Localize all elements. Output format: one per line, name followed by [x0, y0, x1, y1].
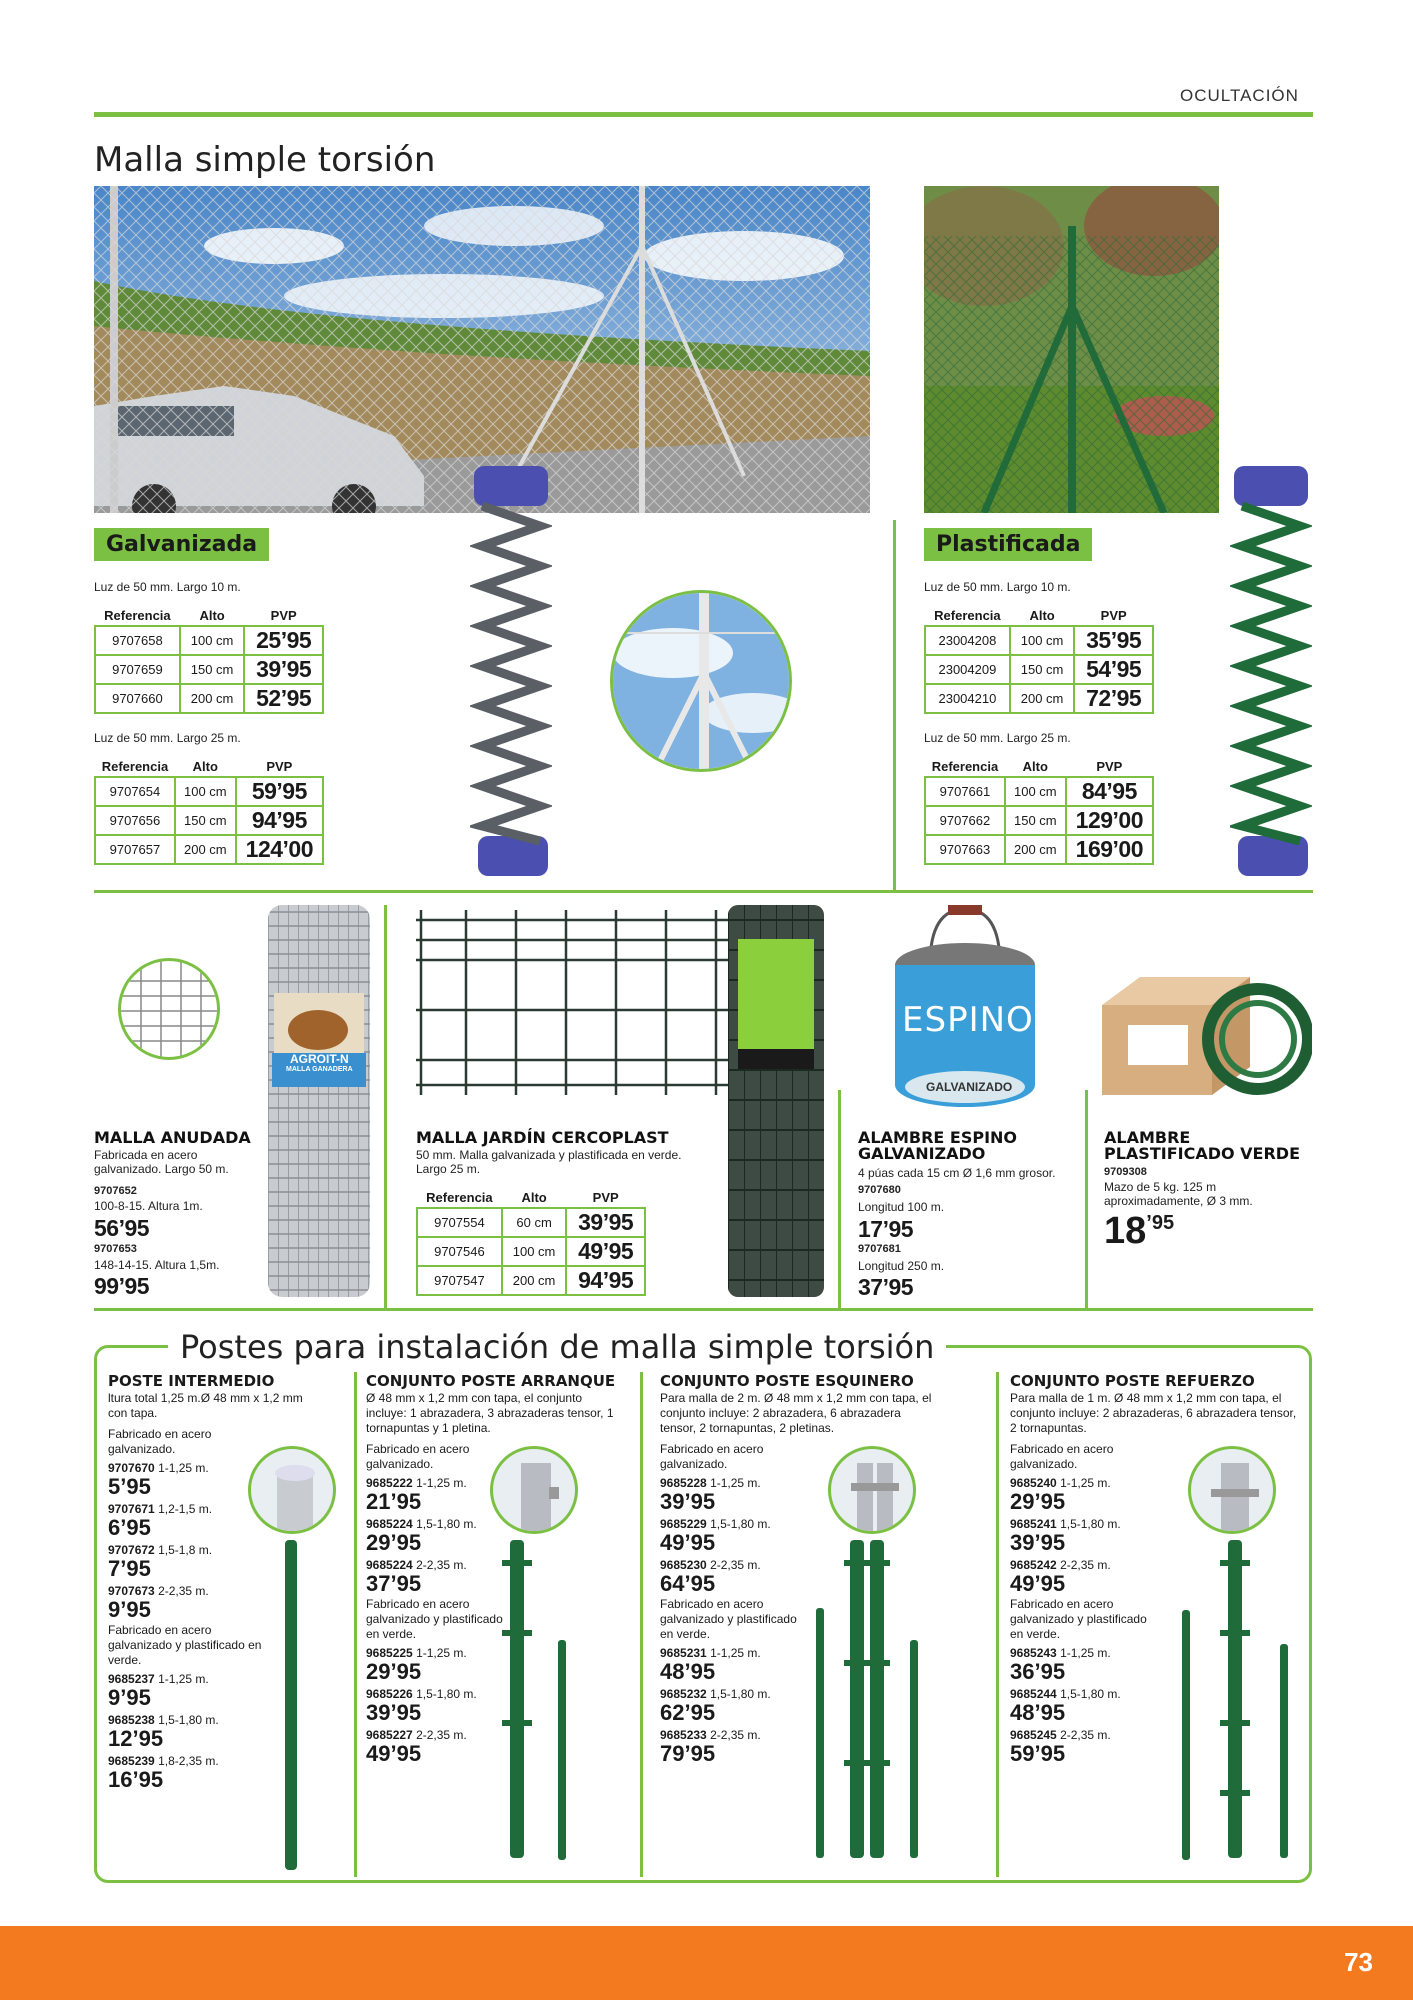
list-item: 9707672 1,5-1,8 m.	[108, 1543, 213, 1557]
page-title: Malla simple torsión	[94, 140, 436, 180]
list-item: 9685243 1-1,25 m.	[1010, 1646, 1111, 1660]
anudada-mesh-circle	[118, 958, 220, 1060]
divider-vertical	[384, 905, 387, 1309]
list-item: 9685224 2-2,35 m.	[366, 1558, 467, 1572]
footer-bar	[0, 1926, 1413, 2000]
post-detail-circle	[610, 590, 792, 772]
table-row: 9707660 200 cm 52’95	[95, 684, 323, 713]
poste-arranque: CONJUNTO POSTE ARRANQUE Ø 48 mm x 1,2 mm con tapa, el conjunto incluye: 1 abrazadera, 3 abrazaderas tensor, 1 tornapuntas y 1 pletina. Fabricado en acero galvanizado. 9685222 1-1,25 m. 21’95 9685224 1,5-1,80 m. 29’95 9685224 2-2,35 m. 37’95 Fabricado en acero galvanizado y plastificado en verde. 9685225 1-1,25 m. 29’95 9685226 1,5-1,80 m. 39’95 9685227 2-2,35 m. 49’95	[366, 1373, 626, 1765]
list-item: 9707670 1-1,25 m.	[108, 1461, 209, 1475]
anudada-title: MALLA ANUDADA	[94, 1128, 251, 1147]
jardin-title: MALLA JARDÍN CERCOPLAST	[416, 1128, 669, 1147]
anudada-price1: 56’95	[94, 1215, 150, 1241]
divider-horizontal	[94, 890, 1313, 893]
list-item: 9685240 1-1,25 m.	[1010, 1476, 1111, 1490]
list-item: 9685233 2-2,35 m.	[660, 1728, 761, 1742]
table-row: 9707554 60 cm 39’95	[417, 1208, 645, 1237]
col-alto: Alto	[199, 608, 225, 623]
divider-vertical	[354, 1372, 357, 1877]
table-row: 9707659 150 cm 39’95	[95, 655, 323, 684]
espino-spec2: Longitud 250 m.	[858, 1259, 945, 1273]
espino-price2: 37’95	[858, 1274, 914, 1300]
anudada-ref1: 9707652	[94, 1185, 137, 1197]
poste-intermedio-title: POSTE INTERMEDIO	[108, 1372, 275, 1390]
list-item: 9685224 1,5-1,80 m.	[366, 1517, 477, 1531]
poste-arranque-title: CONJUNTO POSTE ARRANQUE	[366, 1372, 616, 1390]
post-cap-circle	[490, 1446, 578, 1534]
divider-horizontal	[94, 1308, 1313, 1311]
galvanizada-note-10m: Luz de 50 mm. Largo 10 m.	[94, 580, 241, 594]
list-item: 9685227 2-2,35 m.	[366, 1728, 467, 1742]
galvanizada-photo	[94, 186, 870, 513]
list-item: 9685242 2-2,35 m.	[1010, 1558, 1111, 1572]
verde-ref: 9709308	[1104, 1166, 1147, 1178]
divider-vertical	[996, 1372, 999, 1877]
espino-drum-sub: GALVANIZADO	[926, 1080, 1013, 1094]
espino-ref2: 9707681	[858, 1243, 901, 1255]
galvanizada-note-25m: Luz de 50 mm. Largo 25 m.	[94, 731, 241, 745]
espino-title: ALAMBRE ESPINO GALVANIZADO	[858, 1128, 1018, 1163]
verde-desc: Mazo de 5 kg. 125 m aproximadamente, Ø 3 mm.	[1104, 1180, 1253, 1208]
table-row: 23004209 150 cm 54’95	[925, 655, 1153, 684]
anudada-desc: Fabricada en acero galvanizado. Largo 50 m.	[94, 1148, 229, 1176]
anudada-spec2: 148-14-15. Altura 1,5m.	[94, 1258, 220, 1272]
espino-ref1: 9707680	[858, 1184, 901, 1196]
plastificada-photo	[924, 186, 1219, 513]
jardin-mesh-illustration	[416, 910, 736, 1095]
poste-intermedio: POSTE INTERMEDIO ltura total 1,25 m.Ø 48 mm x 1,2 mm con tapa. Fabricado en acero galvanizado. 9707670 1-1,25 m. 5’95 9707671 1,2-1,5 m. 6’95 9707672 1,5-1,8 m. 7’95 9707673 2-2,35 m. 9’95 Fabricado en acero galvanizado y plastificado en verde. 9685237 1-1,25 m. 9’95 9685238 1,5-1,80 m. 12’95 9685239 1,8-2,35 m. 16’95	[108, 1373, 328, 1791]
poste-refuerzo-title: CONJUNTO POSTE REFUERZO	[1010, 1372, 1255, 1390]
table-row: 9707656 150 cm 94’95	[95, 806, 323, 835]
verde-title: ALAMBRE PLASTIFICADO VERDE	[1104, 1128, 1300, 1163]
galvanizada-table-10m	[94, 606, 324, 714]
verde-price	[1104, 1212, 1174, 1250]
list-item: 9685228 1-1,25 m.	[660, 1476, 761, 1490]
poste-esquinero-title: CONJUNTO POSTE ESQUINERO	[660, 1372, 914, 1390]
anudada-label-brand: AGROIT-N	[290, 1052, 349, 1066]
list-item: 9707673 2-2,35 m.	[108, 1584, 209, 1598]
section-label: OCULTACIÓN	[1180, 86, 1299, 105]
table-row: 9707654 100 cm 59’95	[95, 777, 323, 806]
espino-spec1: Longitud 100 m.	[858, 1200, 945, 1214]
galvanizada-tag: Galvanizada	[94, 528, 269, 561]
list-item: 9685229 1,5-1,80 m.	[660, 1517, 771, 1531]
table-row: 9707658 100 cm 25’95	[95, 626, 323, 655]
divider-vertical	[640, 1372, 643, 1877]
col-ref: Referencia	[104, 608, 171, 623]
verde-price-int: 18	[1104, 1210, 1147, 1252]
plastificada-table-25m: Referencia Alto PVP 9707661 100 cm 84’95 9707662 150 cm 129’00 9707663 200 cm 169’00	[924, 757, 1154, 865]
col-pvp: PVP	[270, 608, 297, 623]
jardin-roll	[728, 905, 824, 1297]
plastificada-note-25m: Luz de 50 mm. Largo 25 m.	[924, 731, 1071, 745]
poste-refuerzo: CONJUNTO POSTE REFUERZO Para malla de 1 m. Ø 48 mm x 1,2 mm con tapa, el conjunto incluye: 2 abrazaderas, 6 abrazadera tensor, 2 tornapuntas. Fabricado en acero galvanizado. 9685240 1-1,25 m. 29’95 9685241 1,5-1,80 m. 39’95 9685242 2-2,35 m. 49’95 Fabricado en acero galvanizado y plastificado en verde. 9685243 1-1,25 m. 36’95 9685244 1,5-1,80 m. 48’95 9685245 2-2,35 m. 59’95	[1010, 1373, 1300, 1765]
top-divider	[94, 112, 1313, 117]
page-number: 73	[1344, 1947, 1373, 1977]
anudada-ref2: 9707653	[94, 1243, 137, 1255]
list-item: 9685237 1-1,25 m.	[108, 1672, 209, 1686]
table-row: 9707546 100 cm 49’95	[417, 1237, 645, 1266]
jardin-desc: 50 mm. Malla galvanizada y plastificada en verde. Largo 25 m.	[416, 1148, 682, 1176]
list-item: 9685239 1,8-2,35 m.	[108, 1754, 219, 1768]
post-cap-circle	[828, 1446, 916, 1534]
verde-price-dec: ’95	[1146, 1212, 1175, 1234]
list-item: 9685231 1-1,25 m.	[660, 1646, 761, 1660]
post-intermedio-illustration	[276, 1540, 306, 1870]
table-row: 9707662 150 cm 129’00	[925, 806, 1153, 835]
postes-title: Postes para instalación de malla simple torsión	[168, 1328, 946, 1366]
list-item: 9685230 2-2,35 m.	[660, 1558, 761, 1572]
divider-vertical	[893, 520, 896, 892]
list-item: 9707671 1,2-1,5 m.	[108, 1502, 213, 1516]
espino-drum-text: ESPINO	[902, 1000, 1034, 1040]
post-esquinero-illustration	[808, 1540, 928, 1860]
divider-vertical	[1085, 1090, 1088, 1309]
table-row: 9707663 200 cm 169’00	[925, 835, 1153, 864]
galvanizada-roll	[470, 466, 552, 876]
verde-box-and-coil	[1100, 975, 1312, 1097]
anudada-roll	[268, 905, 370, 1297]
poste-esquinero: CONJUNTO POSTE ESQUINERO Para malla de 2 m. Ø 48 mm x 1,2 mm con tapa, el conjunto incluye: 2 abrazadera, 6 abrazadera tensor, 2 tornapuntas, 2 pletinas. Fabricado en acero galvanizado. 9685228 1-1,25 m. 39’95 9685229 1,5-1,80 m. 49’95 9685230 2-2,35 m. 64’95 Fabricado en acero galvanizado y plastificado en verde. 9685231 1-1,25 m. 48’95 9685232 1,5-1,80 m. 62’95 9685233 2-2,35 m. 79’95	[660, 1373, 950, 1765]
table-row: 9707657 200 cm 124’00	[95, 835, 323, 864]
anudada-spec1: 100-8-15. Altura 1m.	[94, 1199, 203, 1213]
list-item: 9685226 1,5-1,80 m.	[366, 1687, 477, 1701]
post-cap-circle	[1188, 1446, 1276, 1534]
anudada-price2: 99’95	[94, 1273, 150, 1299]
plastificada-table-10m: Referencia Alto PVP 23004208 100 cm 35’95 23004209 150 cm 54’95 23004210 200 cm 72’95	[924, 606, 1154, 714]
list-item: 9685244 1,5-1,80 m.	[1010, 1687, 1121, 1701]
espino-price1: 17’95	[858, 1216, 914, 1242]
plastificada-note-10m: Luz de 50 mm. Largo 10 m.	[924, 580, 1071, 594]
post-refuerzo-illustration	[1176, 1540, 1296, 1860]
list-item: 9685232 1,5-1,80 m.	[660, 1687, 771, 1701]
jardin-table: Referencia Alto PVP 9707554 60 cm 39’95 9707546 100 cm 49’95 9707547 200 cm 94’95	[416, 1188, 646, 1296]
anudada-label-sub: MALLA GANADERA	[286, 1066, 353, 1073]
list-item: 9685225 1-1,25 m.	[366, 1646, 467, 1660]
divider-vertical	[838, 1090, 841, 1309]
post-cap-circle	[248, 1446, 336, 1534]
table-row: 23004208 100 cm 35’95	[925, 626, 1153, 655]
galvanizada-table-25m: Referencia Alto PVP 9707654 100 cm 59’95 9707656 150 cm 94’95 9707657 200 cm 124’00	[94, 757, 324, 865]
table-row: 9707547 200 cm 94’95	[417, 1266, 645, 1295]
list-item: 9685241 1,5-1,80 m.	[1010, 1517, 1121, 1531]
list-item: 9685222 1-1,25 m.	[366, 1476, 467, 1490]
table-row: 9707661 100 cm 84’95	[925, 777, 1153, 806]
post-arranque-illustration	[500, 1540, 580, 1860]
plastificada-tag: Plastificada	[924, 528, 1092, 561]
table-row: 23004210 200 cm 72’95	[925, 684, 1153, 713]
list-item: 9685245 2-2,35 m.	[1010, 1728, 1111, 1742]
plastificada-roll	[1230, 466, 1312, 876]
list-item: 9685238 1,5-1,80 m.	[108, 1713, 219, 1727]
espino-desc: 4 púas cada 15 cm Ø 1,6 mm grosor.	[858, 1166, 1056, 1180]
